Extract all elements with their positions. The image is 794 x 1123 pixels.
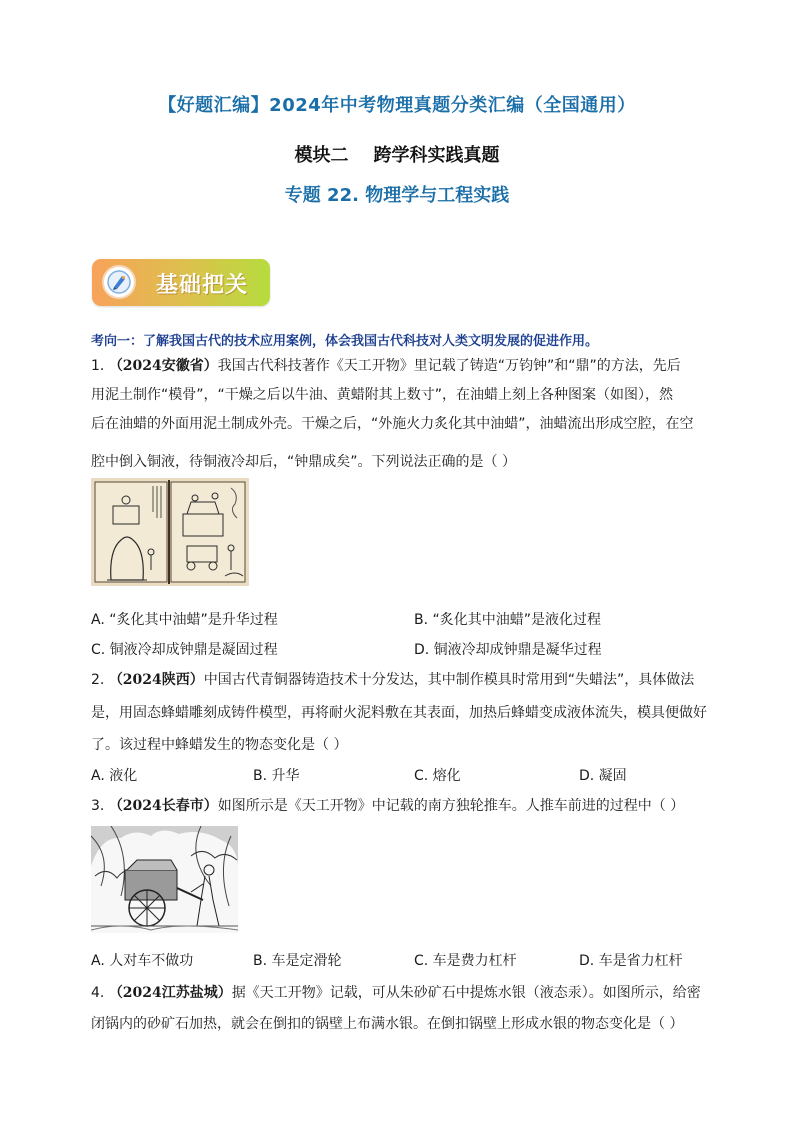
banner-label: 基础把关	[156, 273, 249, 298]
question-number: 2.	[91, 672, 105, 688]
topic-title: 专题 22. 物理学与工程实践	[284, 185, 510, 206]
question-2-line-1	[91, 669, 694, 689]
woodblock-casting-illustration	[91, 478, 249, 586]
q3-option-b[interactable]: B. 车是定滑轮	[253, 953, 342, 969]
question-source: （2024安徽省）	[108, 358, 218, 374]
question-1-line-3: 后在油蜡的外面用泥土制成外壳。干燥之后，“外施火力炙化其中油蜡”，油蜡流出形成空腔，在空	[91, 416, 694, 432]
question-source: （2024陕西）	[108, 672, 204, 688]
main-title: 【好题汇编】2024年中考物理真题分类汇编（全国通用）	[158, 95, 636, 116]
q2-option-a[interactable]: A. 液化	[91, 768, 138, 784]
wheelbarrow-illustration	[91, 826, 238, 933]
question-source: （2024江苏盐城）	[108, 985, 232, 1001]
question-1-line-2: 用泥土制作“模骨”，“干燥之后以牛油、黄蜡附其上数寸”，在油蜡上刻上各种图案（如图），然	[91, 387, 674, 403]
question-2-line-2: 是，用固态蜂蜡雕刻成铸件模型，再将耐火泥料敷在其表面，加热后蜂蜡变成液体流失，模具便做好	[91, 705, 707, 721]
pen-nib-icon	[102, 265, 136, 299]
q3-option-c[interactable]: C. 车是费力杠杆	[414, 953, 517, 969]
module-title: 模块二 跨学科实践真题	[294, 145, 500, 166]
question-number: 4.	[91, 985, 105, 1001]
q2-option-b[interactable]: B. 升华	[253, 768, 300, 784]
question-1-line-1	[91, 355, 681, 375]
q3-option-a[interactable]: A. 人对车不做功	[91, 953, 194, 969]
q2-option-d[interactable]: D. 凝固	[579, 768, 627, 784]
question-2-line-3: 了。该过程中蜂蜡发生的物态变化是（ ）	[91, 737, 348, 753]
question-4-line-2: 闭锅内的砂矿石加热，就会在倒扣的锅壁上布满水银。在倒扣锅壁上形成水银的物态变化是（ ）	[91, 1016, 684, 1032]
question-number: 3.	[91, 798, 105, 814]
section-heading: 考向一：了解我国古代的技术应用案例，体会我国古代科技对人类文明发展的促进作用。	[91, 334, 599, 349]
question-1-line-4: 腔中倒入铜液，待铜液冷却后，“钟鼎成矣”。下列说法正确的是（ ）	[91, 454, 516, 470]
question-3-line-1	[91, 795, 684, 815]
q1-option-b[interactable]: B. “炙化其中油蜡”是液化过程	[414, 612, 602, 628]
question-number: 1.	[91, 358, 105, 374]
question-text: 如图所示是《天工开物》中记载的南方独轮推车。人推车前进的过程中（ ）	[217, 798, 685, 814]
q1-option-d[interactable]: D. 铜液冷却成钟鼎是凝华过程	[414, 642, 602, 658]
q1-option-a[interactable]: A. “炙化其中油蜡”是升华过程	[91, 612, 278, 628]
question-4-line-1	[91, 982, 701, 1002]
question-source: （2024长春市）	[108, 798, 218, 814]
q3-option-d[interactable]: D. 车是省力杠杆	[579, 953, 683, 969]
question-text: 中国古代青铜器铸造技术十分发达，其中制作模具时常用到“失蜡法”，具体做法	[203, 672, 695, 688]
question-text: 据《天工开物》记载，可从朱砂矿石中提炼水银（液态汞）。如图所示，给密	[231, 985, 701, 1001]
section-banner	[92, 259, 270, 306]
q2-option-c[interactable]: C. 熔化	[414, 768, 461, 784]
question-text: 我国古代科技著作《天工开物》里记载了铸造“万钧钟”和“鼎”的方法，先后	[217, 358, 681, 374]
q1-option-c[interactable]: C. 铜液冷却成钟鼎是凝固过程	[91, 642, 278, 658]
